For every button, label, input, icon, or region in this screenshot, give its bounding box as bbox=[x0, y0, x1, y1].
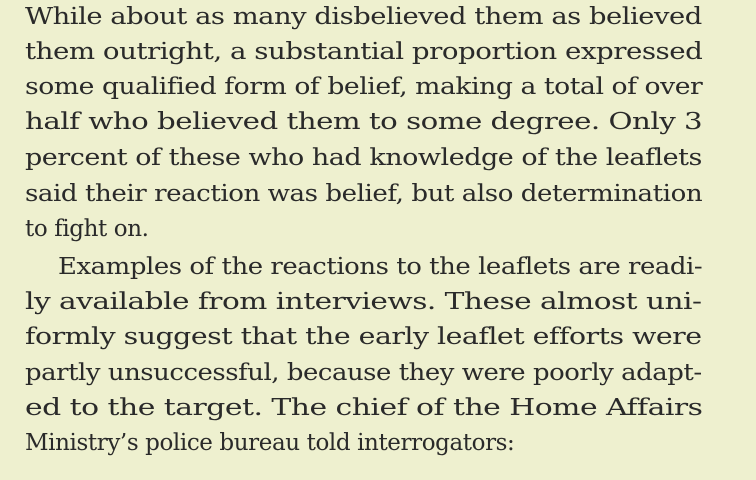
text-line: Examples of the reactions to the leaflets are readi- bbox=[58, 254, 703, 280]
text-line: them outright, a substantial proportion expressed bbox=[25, 39, 703, 65]
text-line: half who believed them to some degree. Only 3 bbox=[25, 109, 703, 135]
text-line: ed to the target. The chief of the Home Affairs bbox=[25, 395, 703, 421]
text-line: percent of these who had knowledge of the leaflets bbox=[25, 145, 702, 171]
text-line: formly suggest that the early leaflet efforts were bbox=[25, 324, 702, 350]
text-line: some qualified form of belief, making a total of over bbox=[25, 74, 703, 100]
text-line: ly available from interviews. These almost uni- bbox=[25, 289, 702, 315]
text-line: to fight on. bbox=[25, 216, 149, 242]
text-line: said their reaction was belief, but also determination bbox=[25, 181, 703, 207]
text-line: Ministry’s police bureau told interrogators: bbox=[25, 430, 515, 456]
text-line: partly unsuccessful, because they were poorly adapt- bbox=[25, 360, 702, 386]
text-line: While about as many disbelieved them as believed bbox=[25, 4, 702, 30]
